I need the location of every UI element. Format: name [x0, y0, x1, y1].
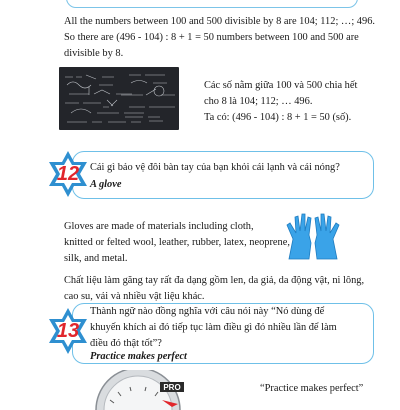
paragraph-en-2a: So there are (496 - 104) : 8 + 1 = 50 numbers between 100 and 500 are — [64, 32, 359, 43]
previous-question-box — [66, 0, 358, 8]
question-12-number: 12 — [56, 163, 80, 185]
gloves-en-line-2: knitted or felted wool, leather, rubber, latex, neoprene, — [64, 237, 290, 248]
star-badge-icon — [43, 149, 93, 199]
question-13-line-1: Thành ngữ nào đồng nghĩa với câu nói này “Nó dùng để — [90, 306, 325, 317]
paragraph-vi-1c: Ta có: (496 - 104) : 8 + 1 = 50 (số). — [204, 112, 352, 123]
question-12-answer: A glove — [90, 179, 122, 190]
gloves-en-line-1: Gloves are made of materials including cloth, — [64, 221, 254, 232]
gauge-label: PRO — [163, 383, 181, 392]
paragraph-vi-1b: cho 8 là 104; 112; … 496. — [204, 96, 313, 107]
blackboard-image — [59, 67, 179, 130]
paragraph-en-2b: divisible by 8. — [64, 48, 124, 59]
paragraph-en-1: All the numbers between 100 and 500 divisible by 8 are 104; 112; …; 496. — [64, 16, 375, 27]
bottom-quote: “Practice makes perfect” — [260, 383, 364, 394]
skill-gauge-image — [88, 370, 188, 410]
blue-gloves-image — [283, 209, 343, 261]
gloves-vi-line-2: cao su, vải và nhiều vật liệu khác. — [64, 291, 205, 302]
question-13-line-2: khuyến khích ai đó tiếp tục làm điều gì đó nhiều lần để làm — [90, 322, 337, 333]
gloves-en-line-3: silk, and metal. — [64, 253, 128, 264]
question-13-line-3: điều đó thật tốt”? — [90, 338, 162, 349]
question-12-text: Cái gì bảo vệ đôi bàn tay của bạn khỏi cái lạnh và cái nóng? — [90, 162, 340, 173]
paragraph-vi-1a: Các số nằm giữa 100 và 500 chia hết — [204, 80, 358, 91]
question-13-number: 13 — [56, 320, 80, 342]
gloves-vi-line-1: Chất liệu làm găng tay rất đa dạng gồm len, da giả, da động vật, ni lông, — [64, 275, 365, 286]
star-badge-icon — [43, 306, 93, 356]
question-13-answer: Practice makes perfect — [90, 351, 187, 362]
